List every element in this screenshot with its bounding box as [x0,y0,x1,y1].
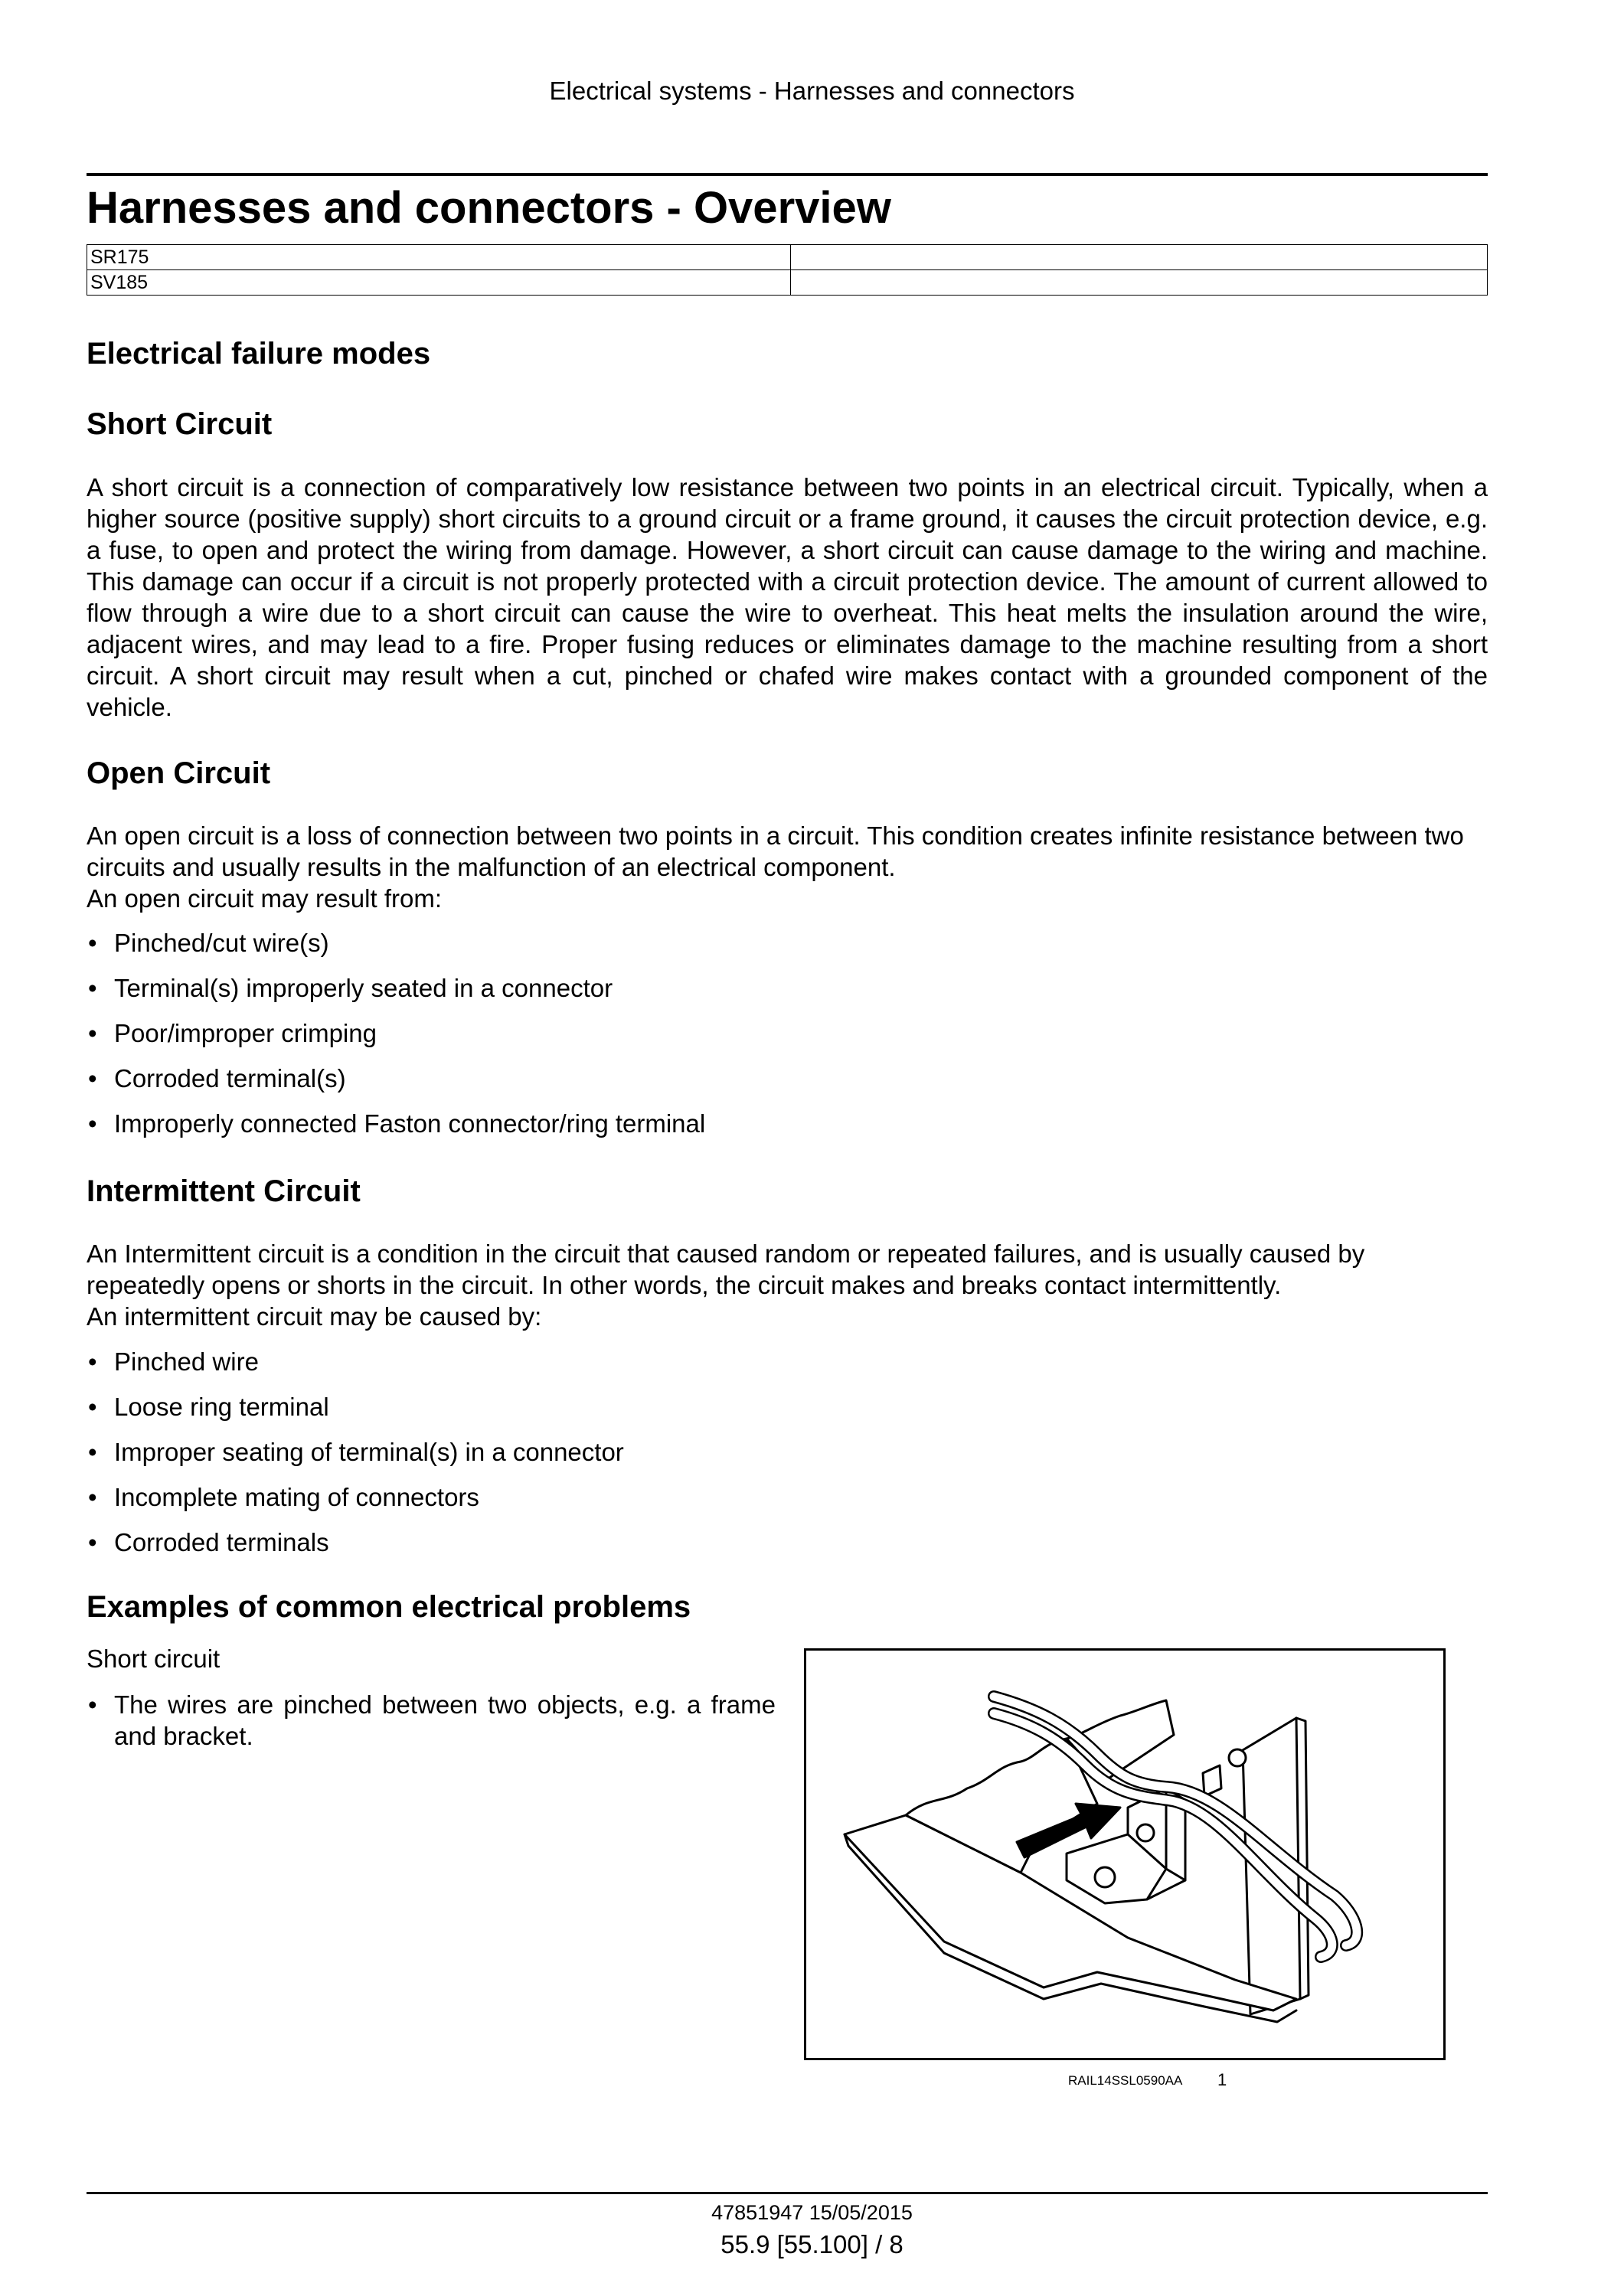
section-heading-intermittent-circuit: Intermittent Circuit [87,1174,361,1208]
pinched-wire-illustration [806,1651,1443,2058]
page-title: Harnesses and connectors - Overview [87,183,891,233]
empty-cell [791,270,1488,296]
list-item: • Corroded terminal(s) [87,1063,1488,1108]
figure-code: RAIL14SSL0590AA [1068,2073,1183,2088]
short-circuit-paragraph: A short circuit is a connection of comparatively low resistance between two points in an electrical circuit. Typically, when a higher source (positive supply) short circuits to a ground circuit or a frame ground, it causes the circuit protection device, e.g. a fuse, to open and protect the wiring from damage. However, a short circuit can cause damage to the wiring and machine. This damage can occur if a circuit is not properly protected with a circuit protection device. The amount of current allowed to flow through a wire due to a short circuit can cause the wire to overheat. This heat melts the insulation around the wire, adjacent wires, and may lead to a fire. Proper fusing reduces or eliminates damage to the machine resulting from a short circuit. A short circuit may result when a cut, pinched or chafed wire makes contact with a grounded component of the vehicle. [87,473,1488,721]
figure-frame [804,1648,1446,2060]
list-item: • Incomplete mating of connectors [87,1481,1488,1527]
bullet-dot: • [88,1690,97,1719]
section-heading-examples: Examples of common electrical problems [87,1590,691,1624]
list-item: • Loose ring terminal [87,1391,1488,1436]
open-circuit-intro: An open circuit may result from: [87,884,442,913]
list-item: • Improperly connected Faston connector/ring terminal [87,1108,1488,1153]
example-bullet [87,1689,776,1752]
list-item: • Pinched wire [87,1346,1488,1391]
section-heading-failure-modes: Electrical failure modes [87,337,431,371]
model-applicability-table [87,244,1488,296]
list-item: • Terminal(s) improperly seated in a connector [87,972,1488,1017]
table-row [87,270,1488,296]
intermittent-circuit-intro: An intermittent circuit may be caused by: [87,1302,542,1331]
list-item: • Poor/improper crimping [87,1017,1488,1063]
list-item: • Improper seating of terminal(s) in a connector [87,1436,1488,1481]
list-item: • Pinched/cut wire(s) [87,927,1488,972]
intermittent-circuit-list [87,1346,1488,1572]
list-item: • Corroded terminals [87,1527,1488,1572]
page-number: 55.9 [55.100] / 8 [721,2230,903,2258]
example-bullet-text: The wires are pinched between two objects, e.g. a frame and bracket. [114,1690,776,1750]
examples-subheading: Short circuit [87,1644,221,1673]
open-circuit-list [87,927,1488,1153]
empty-cell [791,245,1488,270]
running-header: Electrical systems - Harnesses and connectors [549,77,1075,105]
section-heading-short-circuit: Short Circuit [87,407,273,441]
document-id: 47851947 15/05/2015 [711,2201,913,2224]
table-row [87,245,1488,270]
model-cell: SR175 [87,245,791,270]
section-heading-open-circuit: Open Circuit [87,756,271,790]
header-rule [87,173,1488,176]
open-circuit-paragraph: An open circuit is a loss of connection between two points in a circuit. This condition creates infinite resistance between two circuits and usually results in the malfunction of an electrical component. [87,821,1464,881]
footer-rule [87,2192,1488,2194]
intermittent-circuit-paragraph: An Intermittent circuit is a condition in the circuit that caused random or repeated failures, and is usually caused by repeatedly opens or shorts in the circuit. In other words, the circuit makes and breaks contact intermittently. [87,1239,1365,1299]
model-cell: SV185 [87,270,791,296]
figure-number: 1 [1217,2070,1227,2089]
